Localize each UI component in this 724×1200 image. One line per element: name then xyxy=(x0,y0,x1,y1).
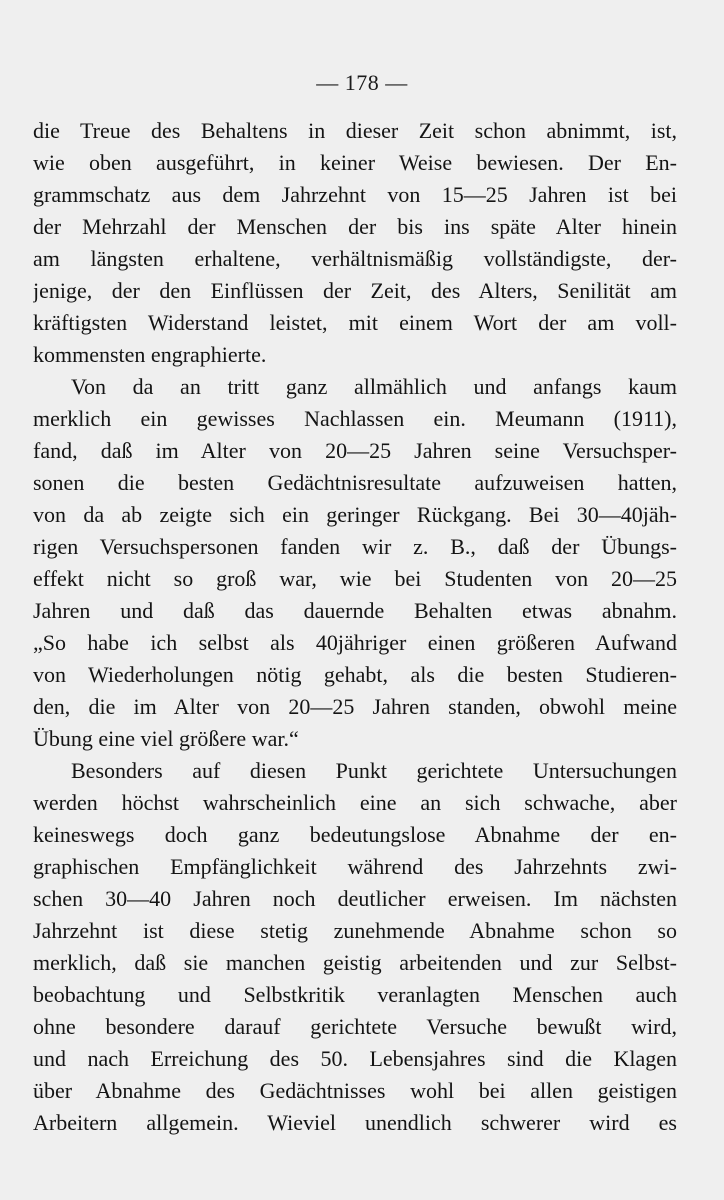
text-line: Arbeitern allgemein. Wieviel unendlich schwerer wird es xyxy=(33,1110,677,1135)
text-line: keineswegs doch ganz bedeutungslose Abnahme der en- xyxy=(33,822,677,847)
text-line: beobachtung und Selbstkritik veranlagten Menschen auch xyxy=(33,982,677,1007)
text-line: „So habe ich selbst als 40jähriger einen größeren Aufwand xyxy=(33,630,677,655)
text-line: merklich, daß sie manchen geistig arbeitenden und zur Selbst- xyxy=(33,950,677,975)
text-line: Von da an tritt ganz allmählich und anfangs kaum xyxy=(71,374,677,399)
text-line: effekt nicht so groß war, wie bei Studenten von 20—25 xyxy=(33,566,677,591)
text-line: grammschatz aus dem Jahrzehnt von 15—25 Jahren ist bei xyxy=(33,182,677,207)
text-line: und nach Erreichung des 50. Lebensjahres sind die Klagen xyxy=(33,1046,677,1071)
body-text xyxy=(33,115,677,1139)
text-line: merklich ein gewisses Nachlassen ein. Meumann (1911), xyxy=(33,406,677,431)
text-line: die Treue des Behaltens in dieser Zeit schon abnimmt, ist, xyxy=(33,118,677,143)
text-line: graphischen Empfänglichkeit während des Jahrzehnts zwi- xyxy=(33,854,677,879)
text-line: am längsten erhaltene, verhältnismäßig vollständigste, der- xyxy=(33,246,677,271)
text-line: Besonders auf diesen Punkt gerichtete Untersuchungen xyxy=(71,758,677,783)
text-line: jenige, der den Einflüssen der Zeit, des Alters, Senilität am xyxy=(33,278,677,303)
text-line: von Wiederholungen nötig gehabt, als die besten Studieren- xyxy=(33,662,677,687)
text-line: werden höchst wahrscheinlich eine an sich schwache, aber xyxy=(33,790,677,815)
text-line: von da ab zeigte sich ein geringer Rückgang. Bei 30—40jäh- xyxy=(33,502,677,527)
text-line: der Mehrzahl der Menschen der bis ins späte Alter hinein xyxy=(33,214,677,239)
text-line: wie oben ausgeführt, in keiner Weise bewiesen. Der En- xyxy=(33,150,677,175)
text-line: Jahrzehnt ist diese stetig zunehmende Abnahme schon so xyxy=(33,918,677,943)
text-line: ohne besondere darauf gerichtete Versuche bewußt wird, xyxy=(33,1014,677,1039)
text-line: rigen Versuchspersonen fanden wir z. B., daß der Übungs- xyxy=(33,534,677,559)
text-line: sonen die besten Gedächtnisresultate aufzuweisen hatten, xyxy=(33,470,677,495)
text-line: Übung eine viel größere war.“ xyxy=(33,726,299,751)
text-line: den, die im Alter von 20—25 Jahren standen, obwohl meine xyxy=(33,694,677,719)
page-number-header: — 178 — xyxy=(316,70,408,95)
text-line: kommensten engraphierte. xyxy=(33,342,267,367)
text-line: kräftigsten Widerstand leistet, mit einem Wort der am voll- xyxy=(33,310,677,335)
text-line: über Abnahme des Gedächtnisses wohl bei allen geistigen xyxy=(33,1078,677,1103)
text-line: schen 30—40 Jahren noch deutlicher erweisen. Im nächsten xyxy=(33,886,677,911)
text-line: fand, daß im Alter von 20—25 Jahren seine Versuchsper- xyxy=(33,438,677,463)
text-line: Jahren und daß das dauernde Behalten etwas abnahm. xyxy=(33,598,677,623)
